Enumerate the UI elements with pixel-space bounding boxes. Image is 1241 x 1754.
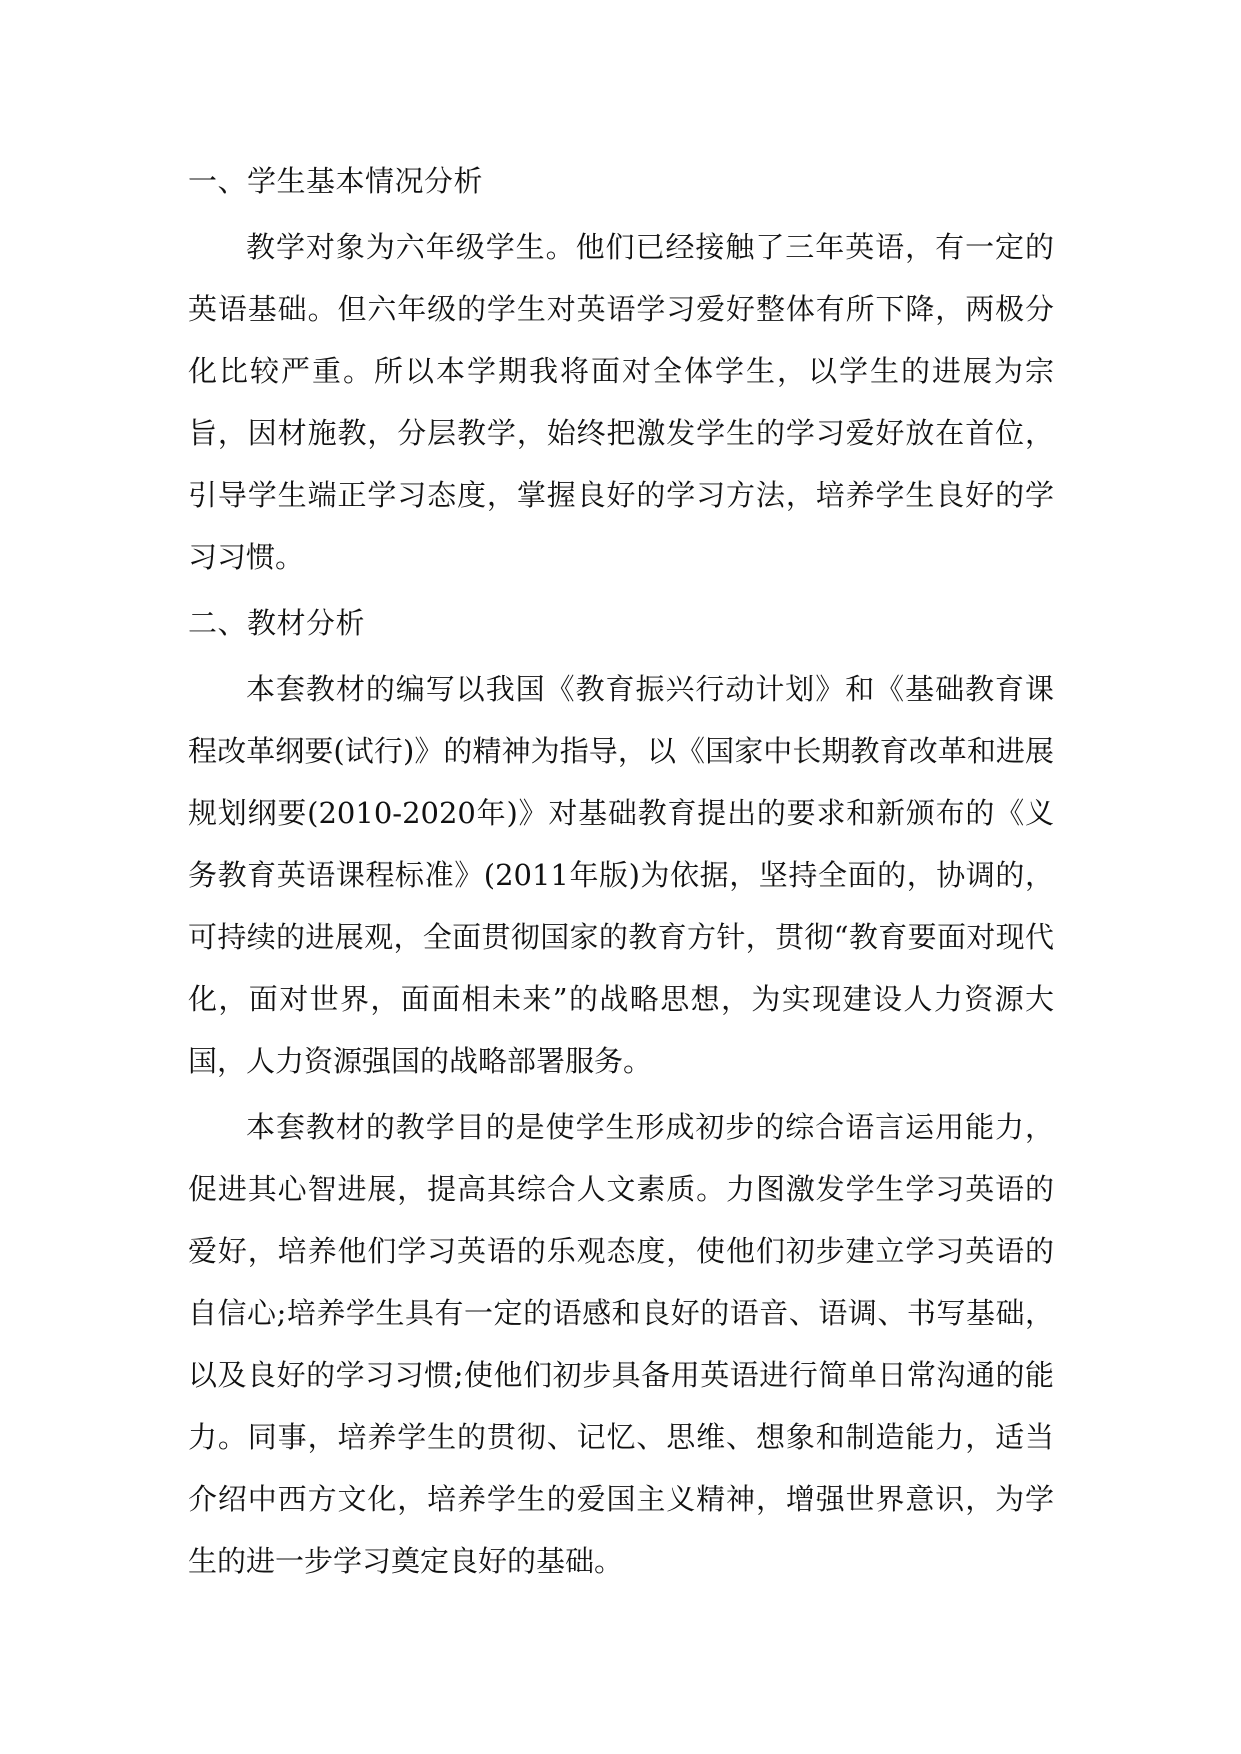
paragraph-textbook-basis: 本套教材的编写以我国《教育振兴行动计划》和《基础教育课程改革纲要(试行)》的精神为指导，以《国家中长期教育改革和进展规划纲要(2010-2020年)》对基础教育提出的要求和新颁布的《义务教育英语课程标准》(2011年版)为依据，坚持全面的，协调的，可持续的进展观，全面贯彻国家的教育方针，贯彻“教育要面对现代化，面对世界，面面相未来”的战略思想，为实现建设人力资源大国，人力资源强国的战略部署服务。 [188, 672, 1054, 1078]
section-heading-textbook-analysis: 二、教材分析 [188, 606, 366, 640]
paragraph-teaching-goals: 本套教材的教学目的是使学生形成初步的综合语言运用能力，促进其心智进展，提高其综合人文素质。力图激发学生学习英语的爱好，培养他们学习英语的乐观态度，使他们初步建立学习英语的自信心;培养学生具有一定的语感和良好的语音、语调、书写基础，以及良好的学习习惯;使他们初步具备用英语进行简单日常沟通的能力。同事，培养学生的贯彻、记忆、思维、想象和制造能力，适当介绍中西方文化，培养学生的爱国主义精神，增强世界意识，为学生的进一步学习奠定良好的基础。 [188, 1110, 1054, 1578]
section-heading-student-analysis: 一、学生基本情况分析 [188, 164, 484, 198]
paragraph-student-analysis: 教学对象为六年级学生。他们已经接触了三年英语，有一定的英语基础。但六年级的学生对英语学习爱好整体有所下降，两极分化比较严重。所以本学期我将面对全体学生，以学生的进展为宗旨，因材施教，分层教学，始终把激发学生的学习爱好放在首位，引导学生端正学习态度，掌握良好的学习方法，培养学生良好的学习习惯。 [188, 230, 1054, 574]
document-body [188, 150, 1054, 1596]
